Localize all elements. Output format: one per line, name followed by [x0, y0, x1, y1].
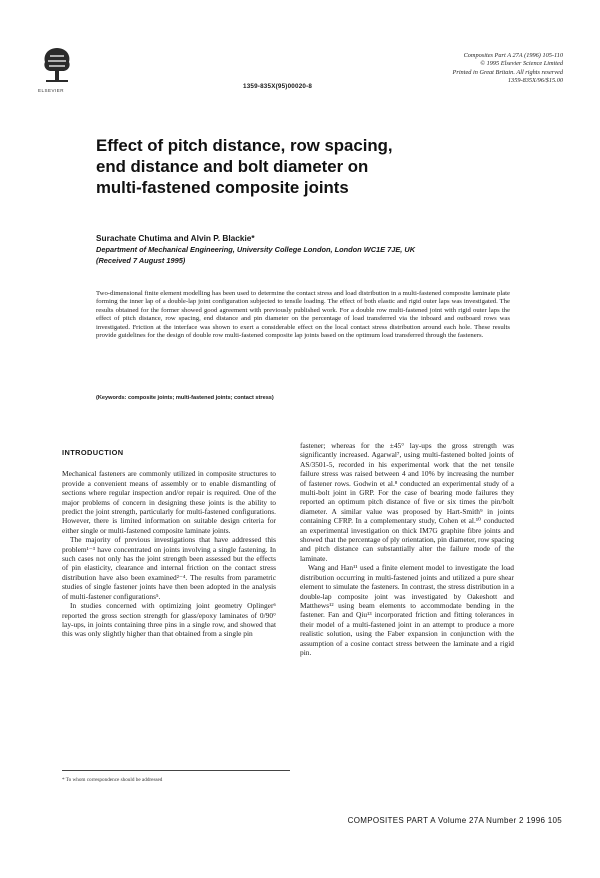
printed-in-line: Printed in Great Britain. All rights reserved	[452, 68, 563, 76]
body-paragraph: fastener; whereas for the ±45° lay-ups the gross strength was significantly increased. Agarwal⁷, using multi-fastened bolted joints of AS/3501-5, recorded in his experimental work that the net tensile failure stress was raised between 4 and 10% by increasing the number of fastener rows. Godwin et al.⁸ conducted an experimental study of a multi-bolt joint in GRP. For the case of bearing mode failures they reported an optimum pitch distance of five or six times the pin/bolt diameter. A similar value was proposed by Hart-Smith⁹ in joints containing CFRP. In a complementary study, Cohen et al.¹⁰ conducted an experimental investigation on thick IM7G graphite fibre joints and showed that the percentage of ply orientation, pin diameter, row spacing and pitch distance can substantially alter the failure mode of the laminate.	[300, 441, 514, 563]
section-heading-introduction: INTRODUCTION	[62, 448, 124, 457]
footnote-divider	[62, 770, 290, 771]
affiliation-line: Department of Mechanical Engineering, University College London, London WC1E 7JE, UK	[96, 245, 416, 254]
issn-price-line: 1359-835X/96/$15.00	[507, 77, 563, 85]
body-paragraph: Wang and Han¹¹ used a finite element model to investigate the load distribution occurring in multi-fastened joints and utilized a pure shear element to simulate the fasteners. In contrast, the stress distribution in a double-lap composite joint was investigated by Oakeshott and Matthews¹² using beam elements to accommodate bending in the fastener. Fan and Qiu¹³ incorporated friction and fitting tolerances in their model of a multi-fastened joint in an attempt to produce a more realistic solution, using the Faber expansion in conjunction with the assumption of a cosine contact stress between the laminate and a rigid pin.	[300, 563, 514, 657]
received-date: (Received 7 August 1995)	[96, 255, 186, 265]
publisher-name: ELSEVIER	[38, 88, 65, 93]
article-title	[96, 135, 516, 198]
body-paragraph: Mechanical fasteners are commonly utilized in composite structures to provide a convenient means of assembly or to enable dismantling of sections where regular inspection and/or repair is required. One of the major problems of concern in designing these joints is the ability to predict the joint strength, particularly for multi-fastened configurations. However, there is limited information on suitable design criteria for either single or multi-fastened composite laminate joints.	[62, 469, 276, 535]
title-line-1: Effect of pitch distance, row spacing,	[96, 136, 393, 155]
page-footer: COMPOSITES PART A Volume 27A Number 2 1996 105	[347, 816, 562, 825]
author-affiliation	[96, 245, 415, 266]
elsevier-tree-logo	[40, 44, 74, 84]
title-line-3: multi-fastened composite joints	[96, 178, 349, 197]
left-column	[62, 448, 276, 639]
article-doi-code: 1359-835X(95)00020-8	[243, 83, 313, 90]
body-paragraph: In studies concerned with optimizing joint geometry Oplinger⁶ reported the gross section strength for glass/epoxy laminates of 0/90° lay-ups, in joints containing three pins in a single row, and showed that this was only slightly higher than that obtained from a single pin	[62, 601, 276, 639]
body-paragraph: The majority of previous investigations that have addressed this problem¹⁻³ have concentrated on joints involving a single fastening. In such cases not only has the joint strength been assessed but the effects of pin elasticity, clearance and internal friction on the contact stress distribution have also been examined²⁻⁴. The results from parametric studies of single fastener joints have then been adopted in the analysis of multi-fastener configurations⁵.	[62, 535, 276, 601]
journal-citation-block	[453, 52, 563, 86]
right-column	[300, 441, 514, 657]
journal-citation: Composites Part A 27A (1996) 105-110	[463, 52, 563, 59]
title-line-2: end distance and bolt diameter on	[96, 157, 369, 176]
copyright-line: © 1995 Elsevier Science Limited	[480, 60, 563, 68]
keywords: (Keywords: composite joints; multi-fastened joints; contact stress)	[96, 395, 274, 401]
author-list: Surachate Chutima and Alvin P. Blackie*	[96, 233, 255, 243]
correspondence-footnote: * To whom correspondence should be addressed	[62, 777, 163, 783]
abstract: Two-dimensional finite element modelling has been used to determine the contact stress and load distribution in a multi-fastened composite laminate plate forming the inner lap of a double-lap joint configuration subjected to tensile loading. The effect of both elastic and rigid outer laps was investigated. The results obtained for the former showed good agreement with previously published work. For a double row multi-fastened joint with rigid outer laps the effect of pitch distance, row spacing, end distance and pin diameter on the percentage of load transferred via the inboard and outboard rows was investigated. Friction at the interface was shown to exert a considerable effect on the local contact stress distribution around each hole. These results provide guidelines for the design of double row multi-fastened composite lap joints based on the optimum load transferred through the fasteners.	[96, 290, 510, 340]
